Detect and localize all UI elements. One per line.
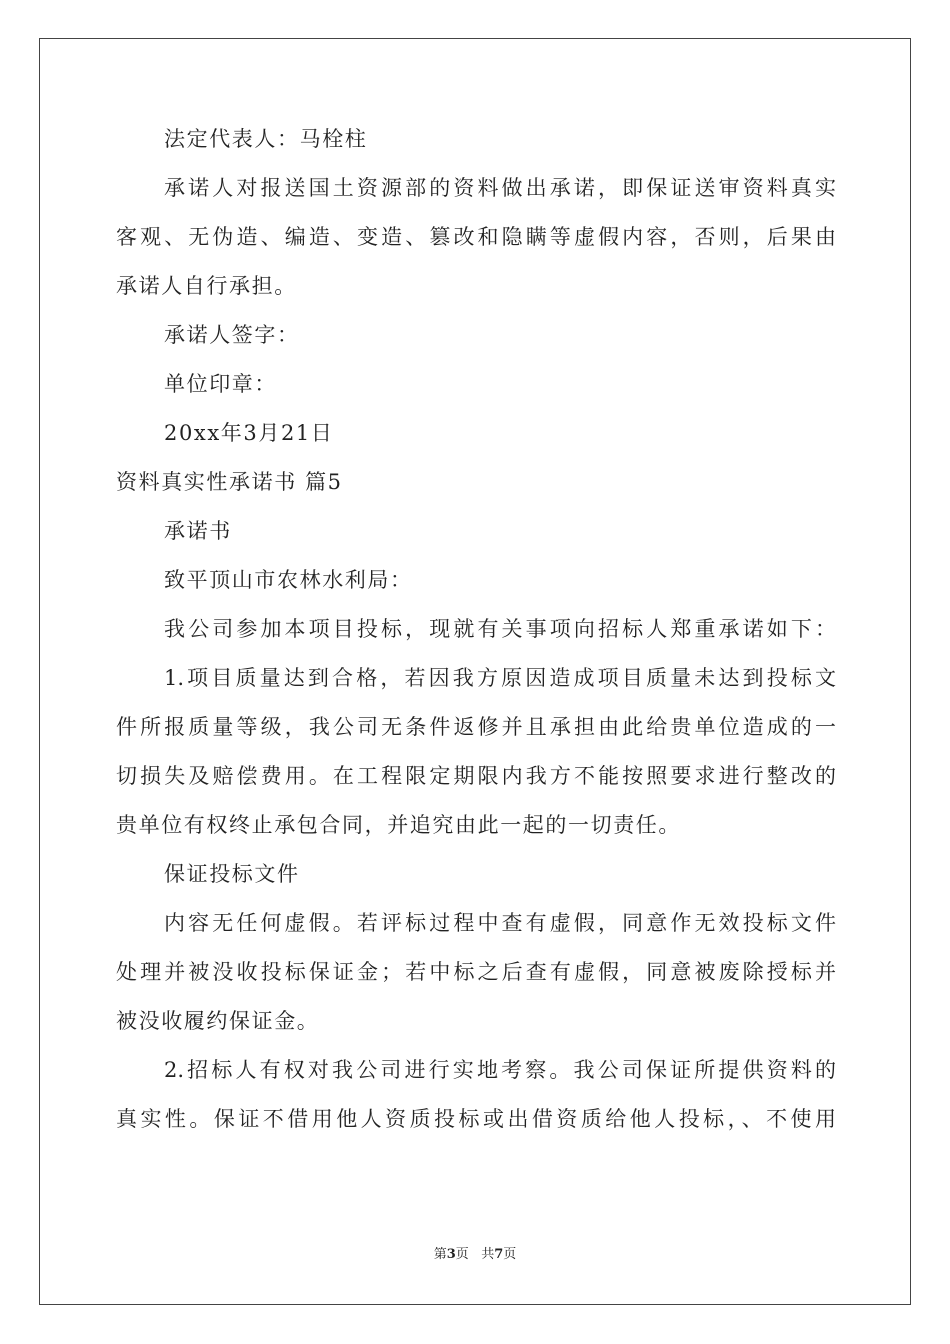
body-line: 切损失及赔偿费用。在工程限定期限内我方不能按照要求进行整改的 bbox=[116, 764, 836, 788]
document-body bbox=[116, 124, 836, 1134]
page-current: 3 bbox=[446, 1247, 456, 1262]
body-line: 2.招标人有权对我公司进行实地考察。我公司保证所提供资料的 bbox=[164, 1058, 836, 1082]
body-line: 处理并被没收投标保证金；若中标之后查有虚假，同意被废除授标并 bbox=[116, 960, 836, 984]
body-line: 保证投标文件 bbox=[164, 862, 300, 886]
body-line: 被没收履约保证金。 bbox=[116, 1009, 320, 1033]
body-line: 客观、无伪造、编造、变造、篡改和隐瞒等虚假内容，否则，后果由 bbox=[116, 225, 836, 249]
body-line: 承诺人对报送国土资源部的资料做出承诺，即保证送审资料真实 bbox=[164, 176, 836, 200]
body-line: 1.项目质量达到合格，若因我方原因造成项目质量未达到投标文 bbox=[164, 666, 836, 690]
total-prefix: 共 bbox=[481, 1247, 495, 1262]
letter-title: 承诺书 bbox=[164, 519, 232, 543]
body-line: 内容无任何虚假。若评标过程中查有虚假，同意作无效投标文件 bbox=[164, 911, 836, 935]
page-prefix: 第 bbox=[433, 1247, 447, 1262]
date-line: 20xx年3月21日 bbox=[164, 421, 334, 445]
legal-representative-line: 法定代表人：马栓柱 bbox=[164, 127, 368, 151]
page-suffix: 页 bbox=[455, 1247, 469, 1262]
section-heading: 资料真实性承诺书 篇5 bbox=[116, 470, 343, 494]
body-line: 贵单位有权终止承包合同，并追究由此一起的一切责任。 bbox=[116, 813, 681, 837]
seal-line: 单位印章： bbox=[164, 372, 277, 396]
signature-line: 承诺人签字： bbox=[164, 323, 300, 347]
letter-addressee: 致平顶山市农林水利局： bbox=[164, 568, 413, 592]
body-line: 承诺人自行承担。 bbox=[116, 274, 297, 298]
page-footer bbox=[0, 1247, 950, 1263]
page-total: 7 bbox=[494, 1247, 504, 1262]
total-suffix: 页 bbox=[503, 1247, 517, 1262]
body-line: 我公司参加本项目投标，现就有关事项向招标人郑重承诺如下： bbox=[164, 617, 836, 641]
body-line: 真实性。保证不借用他人资质投标或出借资质给他人投标，、不使用 bbox=[116, 1107, 836, 1131]
body-line: 件所报质量等级，我公司无条件返修并且承担由此给贵单位造成的一 bbox=[116, 715, 836, 739]
